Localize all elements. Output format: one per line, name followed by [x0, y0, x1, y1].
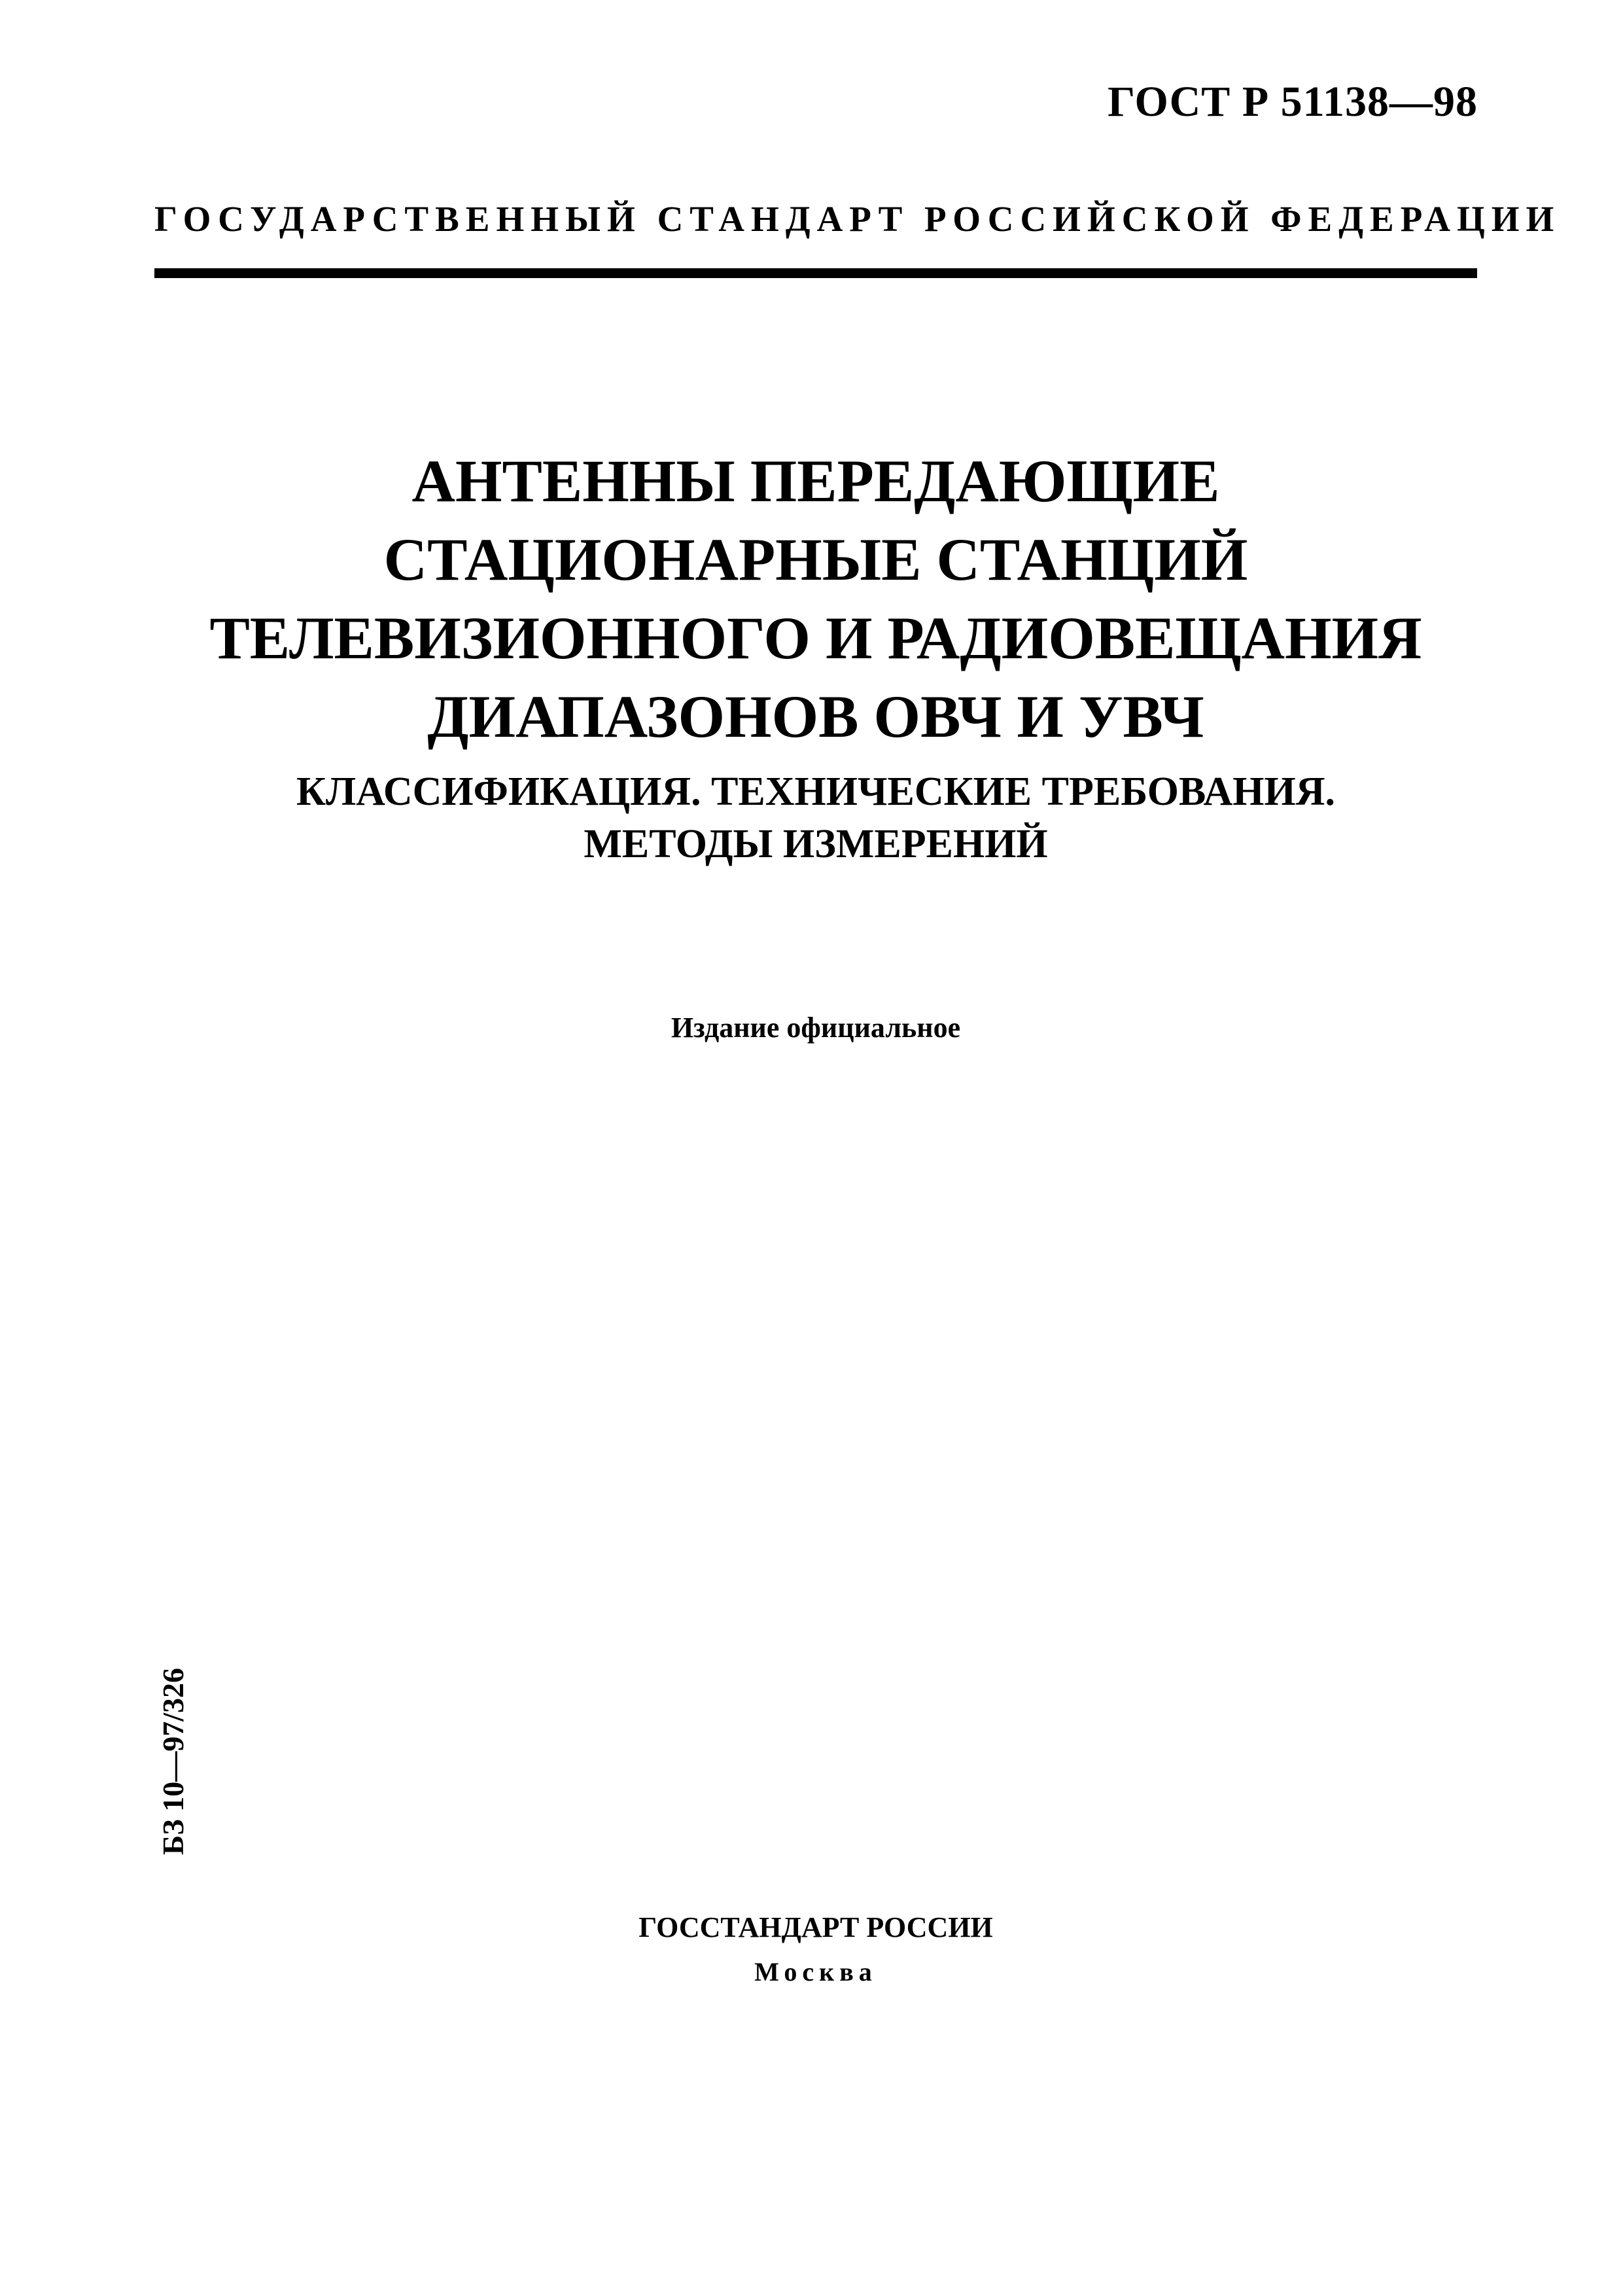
- standard-code: ГОСТ Р 51138—98: [1108, 78, 1478, 126]
- title-line: АНТЕННЫ ПЕРЕДАЮЩИЕ: [411, 448, 1220, 514]
- subtitle-line: МЕТОДЫ ИЗМЕРЕНИЙ: [584, 822, 1048, 866]
- document-subtitle: [154, 766, 1477, 870]
- header-divider: [154, 268, 1477, 278]
- standard-header: ГОСУДАРСТВЕННЫЙ СТАНДАРТ РОССИЙСКОЙ ФЕДЕРАЦИИ: [154, 199, 1561, 239]
- publication-city: Москва: [754, 1957, 877, 1987]
- title-line: СТАЦИОНАРНЫЕ СТАНЦИЙ: [383, 526, 1248, 593]
- edition-note: Издание официальное: [671, 1012, 961, 1044]
- publisher: ГОССТАНДАРТ РОССИИ: [638, 1911, 993, 1943]
- subtitle-line: КЛАССИФИКАЦИЯ. ТЕХНИЧЕСКИЕ ТРЕБОВАНИЯ.: [296, 769, 1335, 814]
- title-line: ДИАПАЗОНОВ ОВЧ И УВЧ: [427, 683, 1204, 750]
- document-title: [154, 442, 1477, 756]
- side-code: БЗ 10—97/326: [156, 1668, 190, 1855]
- title-line: ТЕЛЕВИЗИОННОГО И РАДИОВЕЩАНИЯ: [209, 605, 1422, 671]
